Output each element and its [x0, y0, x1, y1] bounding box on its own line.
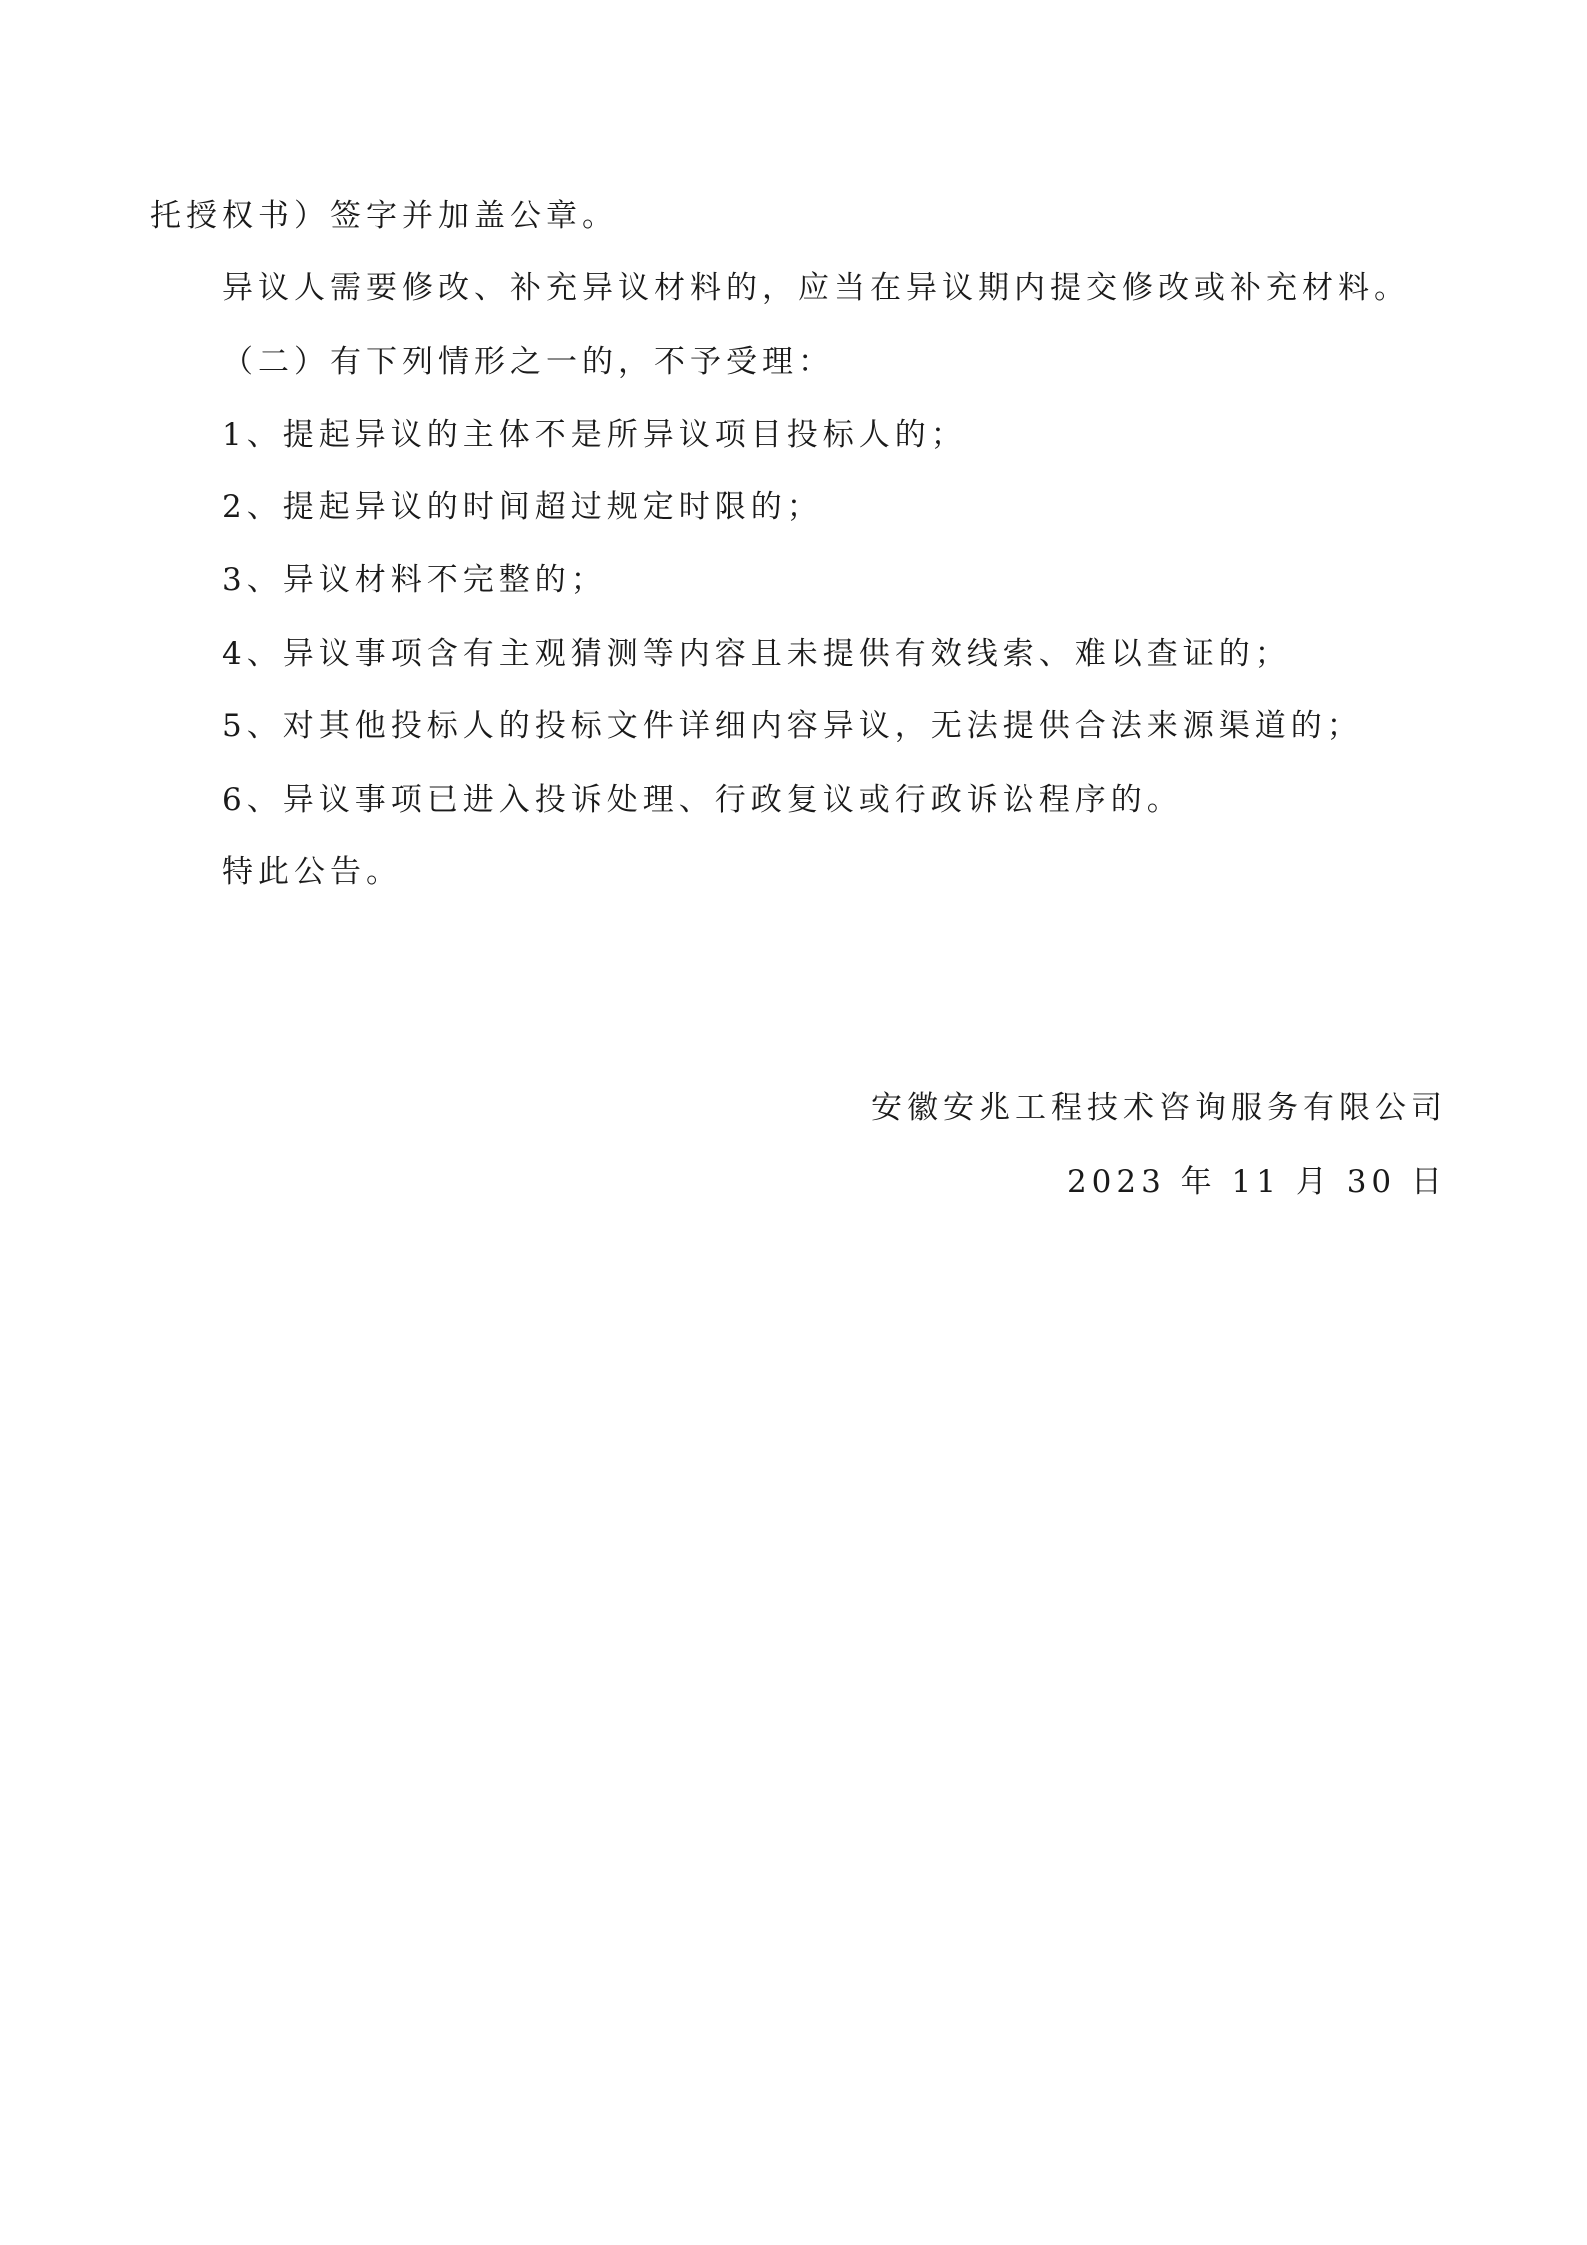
section-heading-not-accepted: （二）有下列情形之一的，不予受理：: [222, 344, 834, 380]
list-item-5: 5、对其他投标人的投标文件详细内容异议，无法提供合法来源渠道的；: [222, 708, 1363, 744]
list-item-1: 1、提起异议的主体不是所异议项目投标人的；: [222, 417, 967, 453]
signature-date: 2023 年 11 月 30 日: [1066, 1164, 1447, 1200]
list-item-6: 6、异议事项已进入投诉处理、行政复议或行政诉讼程序的。: [222, 782, 1183, 818]
signature-company: 安徽安兆工程技术咨询服务有限公司: [871, 1090, 1447, 1126]
list-item-3: 3、异议材料不完整的；: [222, 562, 607, 598]
closing-statement: 特此公告。: [222, 854, 402, 890]
list-item-4: 4、异议事项含有主观猜测等内容且未提供有效线索、难以查证的；: [222, 636, 1291, 672]
paragraph-continuation: 托授权书）签字并加盖公章。: [150, 198, 618, 234]
paragraph-modify-materials: 异议人需要修改、补充异议材料的，应当在异议期内提交修改或补充材料。: [222, 270, 1410, 306]
list-item-2: 2、提起异议的时间超过规定时限的；: [222, 489, 823, 525]
